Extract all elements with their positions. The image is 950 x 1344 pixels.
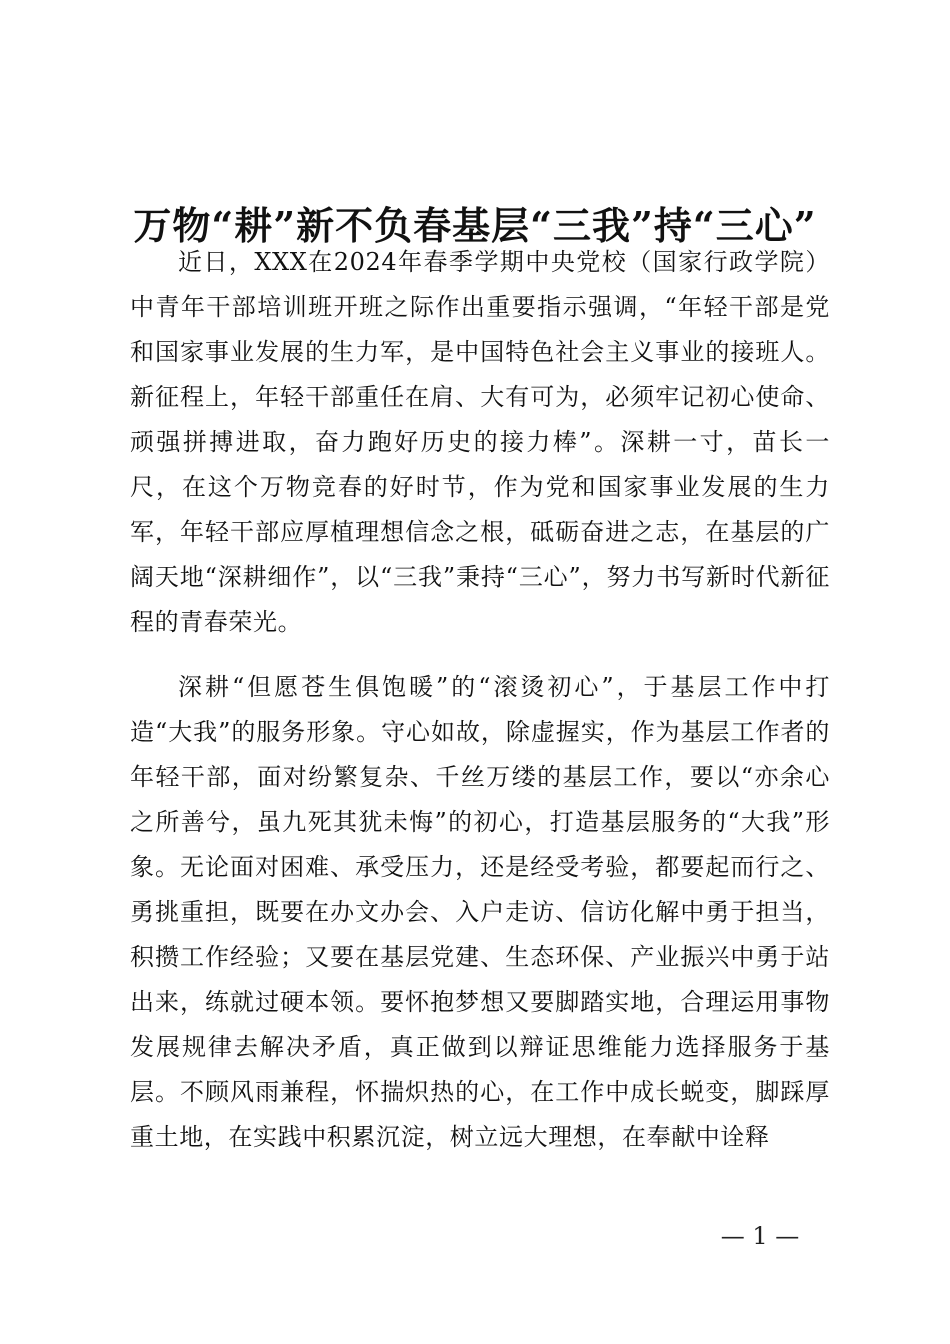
page-title: 万物“耕”新不负春基层“三我”持“三心”: [133, 203, 817, 249]
paragraph-section-one: 深耕“但愿苍生俱饱暖”的“滚烫初心”，于基层工作中打造“大我”的服务形象。守心如故，除虚握实，作为基层工作者的年轻干部，面对纷繁复杂、千丝万缕的基层工作，要以“亦余心之所善兮，虽九死其犹未悔”的初心，打造基层服务的“大我”形象。无论面对困难、承受压力，还是经受考验，都要起而行之、勇挑重担，既要在办文办会、入户走访、信访化解中勇于担当，积攒工作经验；又要在基层党建、生态环保、产业振兴中勇于站出来，练就过硬本领。要怀抱梦想又要脚踏实地，合理运用事物发展规律去解决矛盾，真正做到以辩证思维能力选择服务于基层。不顾风雨兼程，怀揣炽热的心，在工作中成长蜕变，脚踩厚重土地，在实践中积累沉淀，树立远大理想，在奉献中诠释: [130, 673, 830, 1151]
paragraph-intro: 近日，XXX在2024年春季学期中央党校（国家行政学院）中青年干部培训班开班之际作出重要指示强调，“年轻干部是党和国家事业发展的生力军，是中国特色社会主义事业的接班人。新征程上，年轻干部重任在肩、大有可为，必须牢记初心使命、顽强拼搏进取，奋力跑好历史的接力棒”。深耕一寸，苗长一尺，在这个万物竞春的好时节，作为党和国家事业发展的生力军，年轻干部应厚植理想信念之根，砥砺奋进之志，在基层的广阔天地“深耕细作”，以“三我”秉持“三心”，努力书写新时代新征程的青春荣光。: [130, 248, 830, 636]
page-number: — 1 —: [720, 1222, 800, 1250]
document-body: [130, 240, 830, 1180]
